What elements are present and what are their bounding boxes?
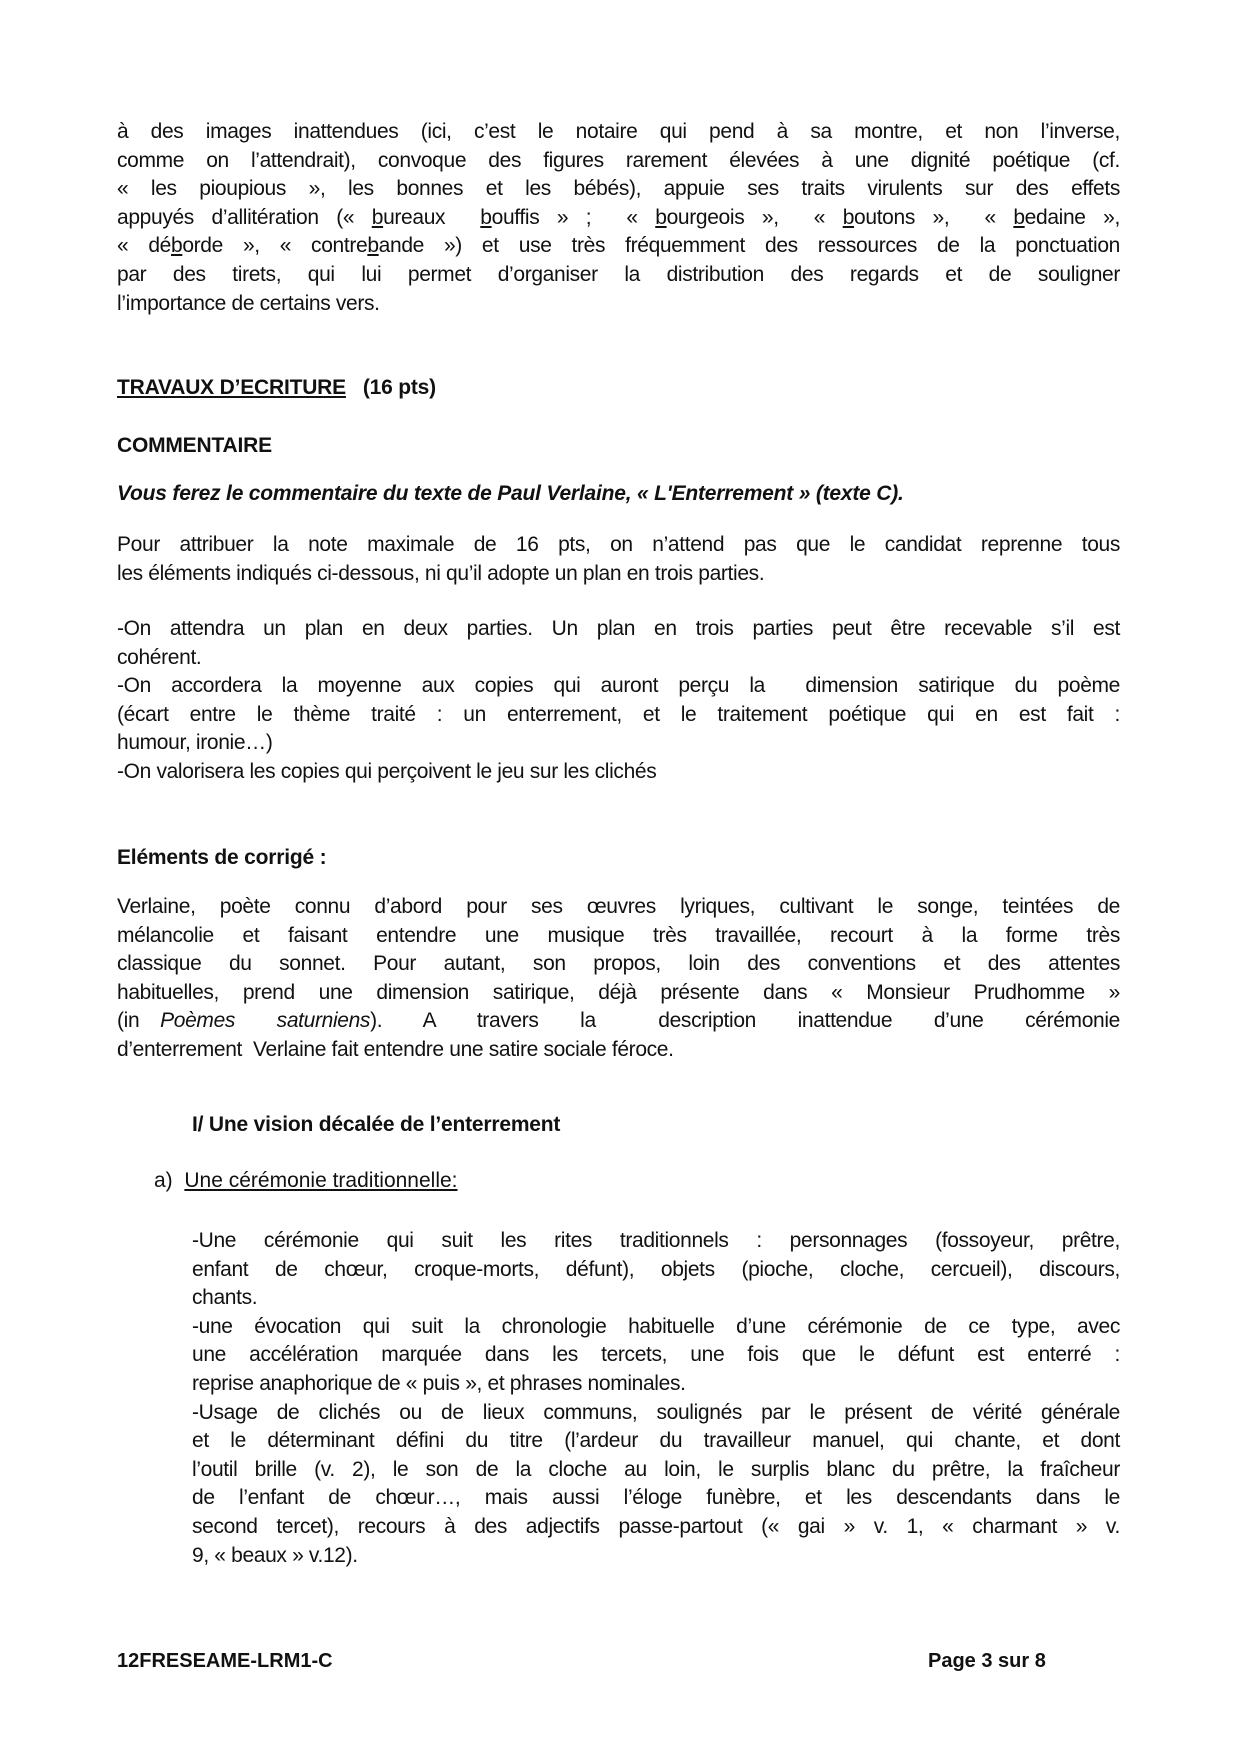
text-line xyxy=(192,1484,1120,1513)
text-run: comme on l’attendrait), convoque des figures rarement élevées à une dignité poétique (cf. xyxy=(117,148,1120,172)
text-line xyxy=(117,118,1120,147)
text-run: -Une cérémonie qui suit les rites traditionnels : personnages (fossoyeur, prêtre, xyxy=(192,1229,1120,1252)
part1a-title: Une cérémonie traditionnelle: xyxy=(184,1169,458,1192)
text-run: outons », « xyxy=(854,205,1014,229)
text-line xyxy=(117,922,1120,951)
elements-paragraph xyxy=(117,893,1120,1065)
part1-title: I/ Une vision décalée de l’enterrement xyxy=(192,1113,561,1136)
text-line xyxy=(117,560,1120,589)
text-line xyxy=(192,1227,1120,1256)
text-run: reprise anaphorique de « puis », et phrases nominales. xyxy=(192,1371,686,1395)
text-run: classique du sonnet. Pour autant, son propos, loin des conventions et des attentes xyxy=(117,952,1120,976)
underlined-letter: b xyxy=(170,234,183,258)
text-line xyxy=(192,1513,1120,1542)
underlined-letter: b xyxy=(655,205,667,229)
text-run: second tercet), recours à des adjectifs passe-partout (« gai » v. 1, « charmant » v. xyxy=(192,1514,1120,1538)
text-line xyxy=(117,1007,1120,1036)
text-run: orde », « contre xyxy=(182,234,368,258)
text-line xyxy=(117,261,1120,290)
part1a-body xyxy=(192,1227,1120,1570)
footer-code: 12FRESEAME-LRM1-C xyxy=(117,1650,333,1672)
text-line xyxy=(117,1036,1120,1065)
part1a-heading xyxy=(154,1169,458,1193)
text-line xyxy=(117,672,1120,701)
text-run: « dé xyxy=(117,234,171,258)
text-line xyxy=(192,1399,1120,1428)
text-run: -une évocation qui suit la chronologie habituelle d’une cérémonie de ce type, avec xyxy=(192,1314,1120,1338)
text-run: par des tirets, qui lui permet d’organiser la distribution des regards et de souligner xyxy=(117,262,1120,286)
text-line xyxy=(192,1370,1120,1399)
text-run: Pour attribuer la note maximale de 16 pts, on n’attend pas que le candidat reprenne tous xyxy=(117,533,1120,556)
text-line xyxy=(117,175,1120,204)
section-points: (16 pts) xyxy=(362,376,436,399)
text-run: enfant de chœur, croque-morts, défunt), objets (pioche, cloche, cercueil), discours, xyxy=(192,1257,1120,1281)
text-run: l’importance de certains vers. xyxy=(117,291,380,315)
text-run: une accélération marquée dans les tercets, une fois que le défunt est enterré : xyxy=(192,1343,1120,1367)
text-run: ouffis » ; « xyxy=(491,205,656,229)
text-run: à des images inattendues (ici, c’est le notaire qui pend à sa montre, et non l’inverse, xyxy=(117,120,1120,143)
text-line xyxy=(192,1456,1120,1485)
text-line xyxy=(192,1313,1120,1342)
text-line xyxy=(192,1284,1120,1313)
text-run: d’enterrement Verlaine fait entendre une satire sociale féroce. xyxy=(117,1037,674,1061)
text-line xyxy=(192,1542,1120,1571)
text-line xyxy=(117,950,1120,979)
grading-criteria xyxy=(117,615,1120,787)
text-run: -On accordera la moyenne aux copies qui auront perçu la dimension satirique du poème xyxy=(117,674,1120,698)
text-line xyxy=(117,147,1120,176)
text-run: (in xyxy=(117,1009,161,1033)
text-run: (écart entre le thème traité : un enterrement, et le traitement poétique qui en est fait : xyxy=(117,702,1120,726)
text-line xyxy=(117,290,1120,319)
text-line xyxy=(117,644,1120,673)
text-run: ourgeois », « xyxy=(666,205,843,229)
text-run: mélancolie et faisant entendre une musique très travaillée, recourt à la forme très xyxy=(117,923,1120,947)
footer-page-number: Page 3 sur 8 xyxy=(928,1650,1046,1672)
grading-intro xyxy=(117,531,1120,588)
text-run: l’outil brille (v. 2), le son de la cloche au loin, le surplis blanc du prêtre, la fraîcheur xyxy=(192,1457,1120,1481)
text-line xyxy=(117,232,1120,261)
text-line xyxy=(117,701,1120,730)
text-run: ). A travers la description inattendue d’une cérémonie xyxy=(370,1009,1120,1033)
italic-run: Poèmes saturniens xyxy=(160,1009,371,1033)
underlined-letter: b xyxy=(480,205,492,229)
commentary-prompt: Vous ferez le commentaire du texte de Paul Verlaine, « L'Enterrement » (texte C). xyxy=(117,482,904,505)
subsection-title: COMMENTAIRE xyxy=(117,434,272,457)
text-run: ande ») et use très fréquemment des ressources de la ponctuation xyxy=(378,234,1120,258)
section-title: TRAVAUX D’ECRITURE xyxy=(117,376,346,399)
text-run: edaine », xyxy=(1024,205,1120,229)
intro-paragraph xyxy=(117,118,1120,318)
part1a-marker: a) xyxy=(154,1169,173,1192)
underlined-letter: b xyxy=(367,234,379,258)
text-run: cohérent. xyxy=(117,645,202,669)
text-run: -On attendra un plan en deux parties. Un plan en trois parties peut être recevable s’il est xyxy=(117,617,1120,640)
underlined-letter: b xyxy=(371,205,384,229)
text-run: -On valorisera les copies qui perçoivent le jeu sur les clichés xyxy=(117,759,657,783)
text-run: habituelles, prend une dimension satirique, déjà présente dans « Monsieur Prudhomme » xyxy=(117,980,1120,1004)
text-line xyxy=(192,1341,1120,1370)
text-line xyxy=(117,204,1120,233)
text-run: 9, « beaux » v.12). xyxy=(192,1543,358,1567)
text-line xyxy=(117,893,1120,922)
text-run: les éléments indiqués ci-dessous, ni qu’il adopte un plan en trois parties. xyxy=(117,561,765,585)
text-run: humour, ironie…) xyxy=(117,731,273,755)
text-line xyxy=(117,979,1120,1008)
text-run: Verlaine, poète connu d’abord pour ses œuvres lyriques, cultivant le songe, teintées de xyxy=(117,895,1120,918)
text-line xyxy=(192,1427,1120,1456)
text-line xyxy=(117,615,1120,644)
text-line xyxy=(192,1256,1120,1285)
text-run: chants. xyxy=(192,1286,258,1310)
text-run: de l’enfant de chœur…, mais aussi l’éloge funèbre, et les descendants dans le xyxy=(192,1486,1120,1510)
underlined-letter: b xyxy=(842,205,855,229)
text-run: appuyés d’allitération (« xyxy=(117,205,372,229)
elements-title: Eléments de corrigé : xyxy=(117,846,327,869)
text-run: -Usage de clichés ou de lieux communs, soulignés par le présent de vérité générale xyxy=(192,1400,1120,1424)
text-line xyxy=(117,729,1120,758)
text-run: et le déterminant défini du titre (l’ardeur du travailleur manuel, qui chante, et dont xyxy=(192,1429,1120,1453)
underlined-letter: b xyxy=(1013,205,1025,229)
text-line xyxy=(117,758,1120,787)
text-run: ureaux xyxy=(383,205,481,229)
text-line xyxy=(117,531,1120,560)
text-run: « les pioupious », les bonnes et les bébés), appuie ses traits virulents sur des effets xyxy=(117,177,1120,201)
section-heading xyxy=(117,376,436,400)
